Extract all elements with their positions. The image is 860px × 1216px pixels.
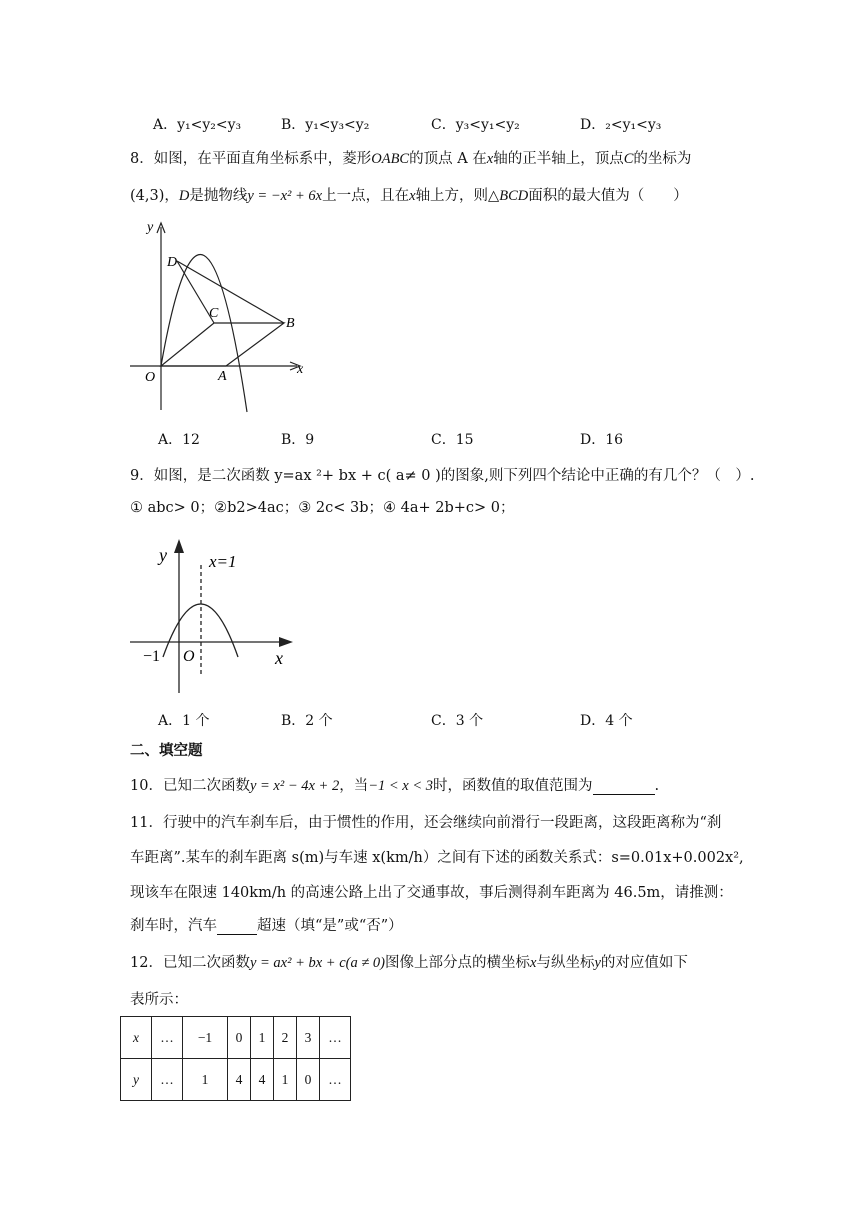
q9-option-d: D．4 个	[580, 713, 633, 729]
q7-option-c: C．y₃<y₁<y₂	[431, 117, 520, 133]
q12-line2: 表所示：	[130, 992, 188, 1008]
q8-rhombus	[161, 323, 284, 366]
q9-y-arrow	[174, 539, 184, 553]
q11-line4: 刹车时，汽车 超速（填“是”或“否”）	[130, 918, 403, 934]
table-cell: …	[320, 1017, 351, 1059]
q9-label-sym: x=1	[209, 552, 237, 571]
q10-line: 10．已知二次函数y = x² − 4x + 2，当−1 < x < 3时，函数值的取值范围为 .	[130, 778, 660, 794]
q9-option-c: C．3 个	[431, 713, 484, 729]
q10-answer-blank[interactable]	[593, 778, 655, 795]
q8-parabola	[161, 255, 247, 412]
table-cell: y	[121, 1059, 152, 1101]
table-cell: 4	[251, 1059, 274, 1101]
q11-line3: 现该车在限速 140km/h 的高速公路上出了交通事故，事后测得刹车距离为 46.5m，请推测：	[130, 885, 733, 901]
table-cell: 0	[228, 1017, 251, 1059]
q12-table	[120, 1016, 351, 1101]
q9-label-neg1: −1	[143, 648, 161, 665]
q9-line2: ① abc> 0；②b2>4ac；③ 2c< 3b；④ 4a+ 2b+c> 0；	[130, 500, 515, 516]
q7-option-d: D．₂<y₁<y₃	[580, 117, 662, 133]
q8-option-a: A．12	[158, 432, 200, 448]
q7-option-b: B．y₁<y₃<y₂	[281, 117, 370, 133]
section-heading: 二、填空题	[130, 742, 203, 759]
q11-line1: 11．行驶中的汽车刹车后，由于惯性的作用，还会继续向前滑行一段距离，这段距离称为“刹	[130, 815, 722, 831]
q9-option-b: B．2 个	[281, 713, 333, 729]
q8-option-c: C．15	[431, 432, 474, 448]
table-cell: 2	[274, 1017, 297, 1059]
table-cell: x	[121, 1017, 152, 1059]
q7-option-a: A．y₁<y₂<y₃	[153, 117, 242, 133]
q8-label-a: A	[218, 369, 227, 384]
q9-label-x: x	[275, 648, 283, 668]
q9-label-y: y	[159, 545, 167, 565]
table-cell: 1	[274, 1059, 297, 1101]
q12-table-row-y	[121, 1059, 351, 1101]
q8-label-o: O	[145, 370, 156, 385]
table-cell: 1	[183, 1059, 228, 1101]
q9-option-a: A．1 个	[158, 713, 210, 729]
table-cell: 4	[228, 1059, 251, 1101]
q8-label-y: y	[147, 220, 154, 235]
q8-option-b: B．9	[281, 432, 315, 448]
table-cell: −1	[183, 1017, 228, 1059]
table-cell: 0	[297, 1059, 320, 1101]
q11-line2: 车距离”.某车的刹车距离 s(m)与车速 x(km/h）之间有下述的函数关系式：s=0.01x+0.002x²,	[130, 850, 744, 866]
table-cell: …	[152, 1059, 183, 1101]
q8-label-b: B	[286, 316, 295, 331]
table-cell: 3	[297, 1017, 320, 1059]
q8-line2: (4,3)，D是抛物线y = −x² + 6x上一点，且在x轴上方，则△BCD面积的最大值为（ ）	[130, 188, 688, 204]
q9-x-arrow	[279, 637, 293, 647]
q12-line1: 12．已知二次函数y = ax² + bx + c(a ≠ 0)图像上部分点的横坐标x与纵坐标y的对应值如下	[130, 955, 688, 971]
q12-table-row-x	[121, 1017, 351, 1059]
q8-line1: 8．如图，在平面直角坐标系中，菱形OABC的顶点 A 在x轴的正半轴上，顶点C的坐标为	[130, 151, 692, 167]
q8-label-x: x	[297, 362, 304, 377]
q8-figure	[125, 215, 315, 415]
q8-segment-db	[177, 261, 284, 323]
q11-answer-blank[interactable]	[217, 918, 257, 935]
q8-label-c: C	[209, 306, 219, 321]
table-cell: 1	[251, 1017, 274, 1059]
table-cell: …	[152, 1017, 183, 1059]
q9-figure	[125, 535, 305, 700]
table-cell: …	[320, 1059, 351, 1101]
q8-label-d: D	[167, 255, 178, 270]
q9-line1: 9．如图，是二次函数 y=ax ²+ bx + c( a≠ 0 )的图象,则下列四个结论中正确的有几个？（ ）.	[130, 468, 755, 484]
q9-label-o: O	[183, 648, 195, 665]
q8-option-d: D．16	[580, 432, 624, 448]
